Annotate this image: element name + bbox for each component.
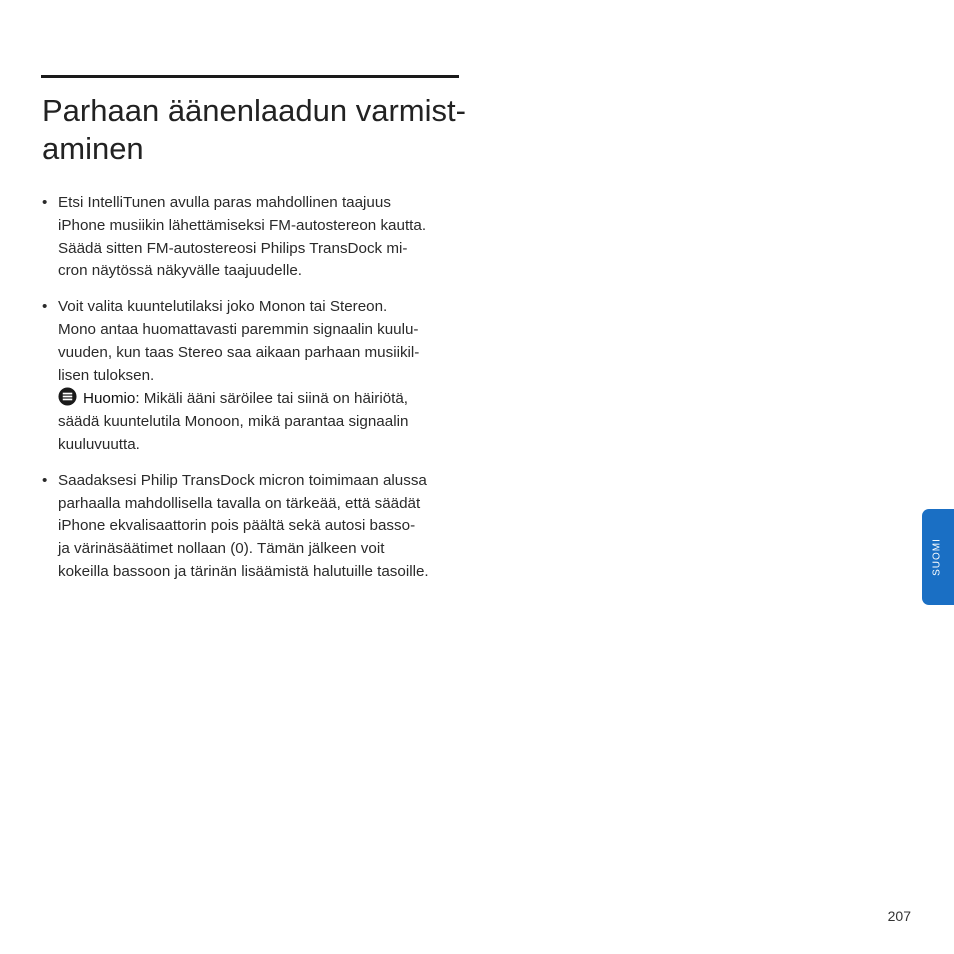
paragraph-line: Mono antaa huomattavasti paremmin signaalin kuulu- xyxy=(58,320,419,338)
bullet-icon: • xyxy=(42,471,48,489)
page-title-line: aminen xyxy=(42,131,144,166)
paragraph-line: iPhone musiikin lähettämiseksi FM-autostereon kautta. xyxy=(58,216,427,234)
paragraph-line: Voit valita kuuntelutilaksi joko Monon tai Stereon. xyxy=(58,298,388,316)
note-text-line: kuuluvuutta. xyxy=(58,435,140,453)
bullet-icon: • xyxy=(42,298,48,316)
paragraph-line: lisen tuloksen. xyxy=(58,366,155,384)
tips-list xyxy=(42,192,460,597)
paragraph-line: Saadaksesi Philip TransDock micron toimimaan alussa xyxy=(58,471,427,489)
language-tab[interactable] xyxy=(922,509,954,605)
bullet-icon: • xyxy=(42,194,48,211)
language-tab-label: SUOMI xyxy=(931,538,943,576)
note-text: Mikäli ääni säröilee tai siinä on häiriötä, xyxy=(143,390,409,408)
page-title xyxy=(42,92,472,168)
paragraph-line: Säädä sitten FM-autostereosi Philips TransDock mi- xyxy=(58,239,408,257)
paragraph-line: parhaalla mahdollisella tavalla on tärkeää, että säädät xyxy=(58,494,421,512)
paragraph-line: vuuden, kun taas Stereo saa aikaan parhaan musiikil- xyxy=(58,343,420,361)
list-item xyxy=(42,470,460,584)
paragraph-line: kokeilla bassoon ja tärinän lisäämistä halutuille tasoille. xyxy=(58,562,429,580)
note-text-line: säädä kuuntelutila Monoon, mikä parantaa signaalin xyxy=(58,413,409,431)
heading-rule xyxy=(41,75,459,78)
note-label: Huomio: xyxy=(83,390,140,408)
note-icon xyxy=(58,387,77,406)
paragraph-line: iPhone ekvalisaattorin pois päältä sekä autosi basso- xyxy=(58,517,416,535)
list-item xyxy=(42,296,460,457)
list-item xyxy=(42,192,460,283)
page-number: 207 xyxy=(887,908,911,924)
paragraph-line: Etsi IntelliTunen avulla paras mahdollinen taajuus xyxy=(58,194,391,211)
note xyxy=(58,387,460,411)
paragraph-line: ja värinäsäätimet nollaan (0). Tämän jälkeen voit xyxy=(58,540,385,558)
page-title-line: Parhaan äänenlaadun varmist- xyxy=(42,93,466,128)
paragraph-line: cron näytössä näkyvälle taajuudelle. xyxy=(58,262,302,280)
